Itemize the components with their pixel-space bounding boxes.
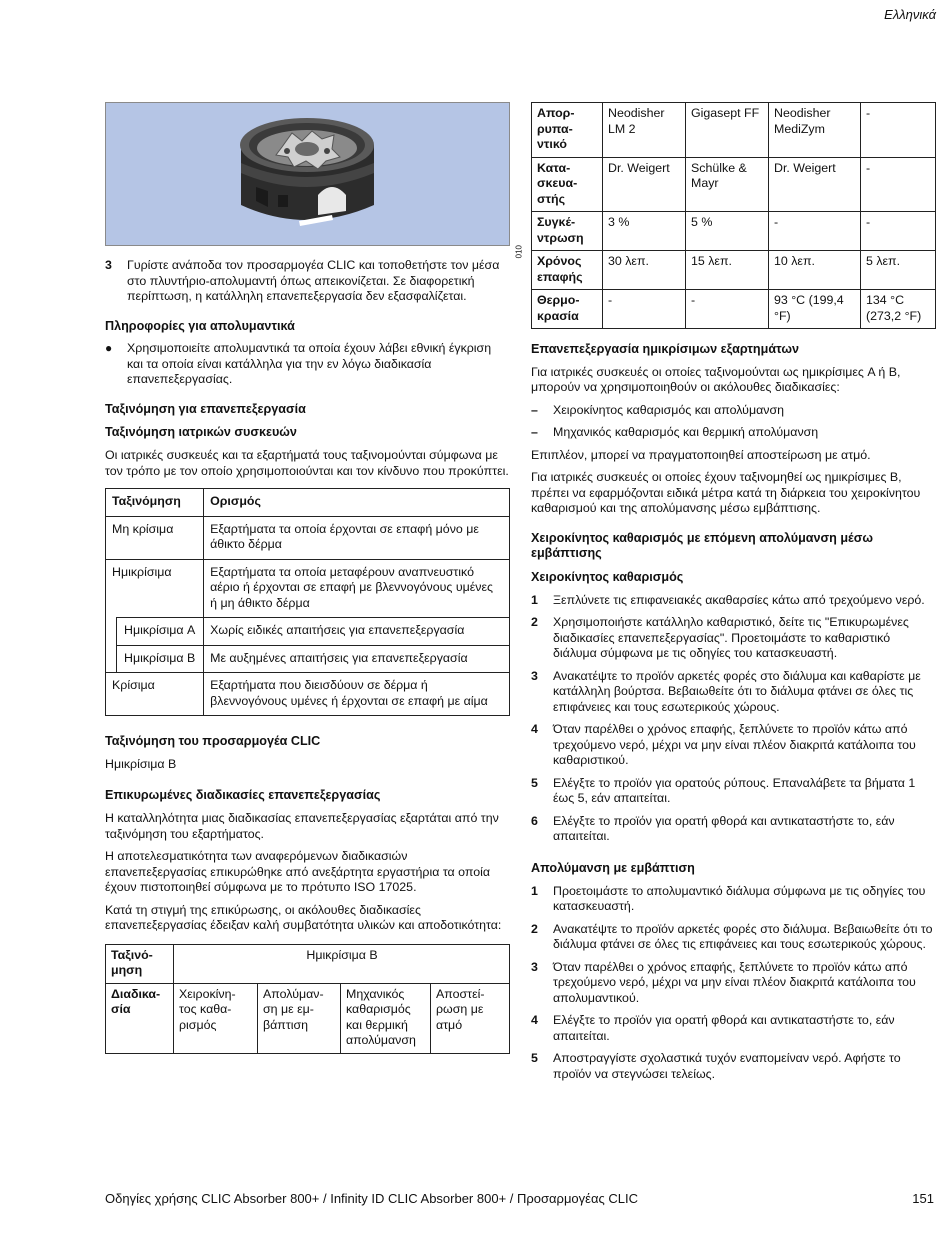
table-row — [532, 212, 936, 251]
manual-cleaning-heading: Χειροκίνητος καθαρισμός με επόμενη απολύμανση μέσω εμβάπτισης — [531, 530, 873, 561]
table-header-cell: Συγκέ-ντρωση — [532, 212, 603, 251]
table-header-cell: Ημικρίσιμα B — [174, 944, 510, 983]
immersion-heading: Απολύμανση με εμβάπτιση — [531, 860, 695, 875]
table-row — [106, 489, 510, 517]
table-row — [532, 103, 936, 158]
list-item: 2 Χρησιμοποιήστε κατάλληλο καθαριστικό, δείτε τις "Επικυρωμένες διαδικασίες επανεπεξεργασίας". Προετοιμάστε το καθαριστικό διάλυμα σύμφωνα με τις οδηγίες του κατασκευαστή. — [531, 615, 909, 661]
list-item: 3 Ανακατέψτε το προϊόν αρκετές φορές στο διάλυμα και καθαρίστε με κατάλληλη βούρτσα. Βεβαιωθείτε ότι το διάλυμα φτάνει σε όλες τις επιφάνειες και τους εσωτερικούς χώρους. — [531, 668, 921, 714]
table-header-cell: Κατα-σκευα-στής — [532, 157, 603, 212]
table-header-cell: Ταξινό-μηση — [106, 944, 174, 983]
semicritical-heading: Επανεπεξεργασία ημικρίσιμων εξαρτημάτων — [531, 342, 799, 356]
step-3 — [105, 258, 510, 305]
table-row — [106, 944, 510, 983]
procedures-table — [105, 944, 510, 1054]
table-cell: Ημικρίσιμα B — [117, 645, 204, 673]
immersion-steps-list — [531, 884, 936, 1083]
table-header-cell: Θερμο-κρασία — [532, 290, 603, 329]
table-cell: 15 λεπ. — [686, 251, 769, 290]
table-row — [532, 290, 936, 329]
table-cell: Μη κρίσιμα — [106, 516, 204, 559]
list-item: 1 Ξεπλύνετε τις επιφανειακές ακαθαρσίες κάτω από τρεχούμενο νερό. — [531, 592, 925, 607]
table-row — [532, 157, 936, 212]
dash-item: – Μηχανικός καθαρισμός και θερμική απολύμανση — [531, 425, 819, 440]
table-header-cell: Ταξινόμηση — [106, 489, 204, 517]
table-cell: 93 °C (199,4 °F) — [769, 290, 861, 329]
list-item: 5 Αποστραγγίστε σχολαστικά τυχόν εναπομείναν νερό. Αφήστε το προϊόν να στεγνώσει τελείως. — [531, 1051, 901, 1081]
table-row — [106, 516, 510, 559]
validated-paragraph: Η αποτελεσματικότητα των αναφερόμενων διαδικασιών επανεπεξεργασίας επικυρώθηκε από ανεξάρτητα εργαστήρια τα οποία έχουν πιστοποιηθεί σύμφωνα με το πρότυπο ISO 17025. — [105, 849, 491, 895]
right-column — [531, 102, 936, 1089]
language-label: Ελληνικά — [884, 7, 936, 22]
table-cell: Dr. Weigert — [769, 157, 861, 212]
validated-paragraph: Κατά τη στιγμή της επικύρωσης, οι ακόλουθες διαδικασίες επανεπεξεργασίας έδειξαν καλή συμβατότητα υλικών και αποδοτικότητα: — [105, 902, 502, 933]
table-cell: 5 λεπ. — [861, 251, 936, 290]
table-cell: - — [603, 290, 686, 329]
table-cell: Gigasept FF — [686, 103, 769, 158]
table-row — [106, 673, 510, 716]
list-item: 6 Ελέγξτε το προϊόν για ορατή φθορά και αντικαταστήστε το, εάν απαιτείται. — [531, 813, 895, 844]
table-cell: Schülke & Mayr — [686, 157, 769, 212]
med-devices-text: Οι ιατρικές συσκευές και τα εξαρτήματά τους ταξινομούνται σύμφωνα με τον τρόπο με τον οποίο χρησιμοποιούνται και τον κίνδυνο που προκύπτει. — [105, 448, 509, 478]
validated-paragraph: Η καταλληλότητα μιας διαδικασίας επανεπεξεργασίας εξαρτάται από την ταξινόμηση του εξαρτήματος. — [105, 811, 499, 841]
table-cell: Εξαρτήματα τα οποία μεταφέρουν αναπνευστικό αέριο ή έρχονται σε επαφή με βλεννογόνους υμένες ή μη άθικτο δέρμα — [204, 559, 510, 618]
list-item: 5 Ελέγξτε το προϊόν για ορατούς ρύπους. Επαναλάβετε τα βήματα 1 έως 5, εάν απαιτείται. — [531, 775, 916, 806]
table-cell: Διαδικα-σία — [106, 983, 174, 1053]
bullet-icon: ● — [105, 341, 113, 356]
table-header-cell: Απορ-ρυπα-ντικό — [532, 103, 603, 158]
clic-adapter-illustration — [106, 103, 509, 245]
footer-title: Οδηγίες χρήσης CLIC Absorber 800+ / Infinity ID CLIC Absorber 800+ / Προσαρμογέας CLIC — [105, 1191, 638, 1206]
table-cell: Ημικρίσιμα A — [117, 618, 204, 646]
classification-table — [105, 488, 510, 716]
manual-cleaning-subheading: Χειροκίνητος καθαρισμός — [531, 570, 684, 585]
table-row — [532, 251, 936, 290]
table-cell: - — [861, 157, 936, 212]
list-item: 2 Ανακατέψτε το προϊόν αρκετές φορές στο διάλυμα. Βεβαιωθείτε ότι το διάλυμα φτάνει σε όλες τις επιφάνειες και τους εσωτερικούς χώρους. — [531, 921, 933, 952]
clic-classification-heading: Ταξινόμηση του προσαρμογέα CLIC — [105, 734, 321, 749]
table-cell: 30 λεπ. — [603, 251, 686, 290]
table-cell: Με αυξημένες απαιτήσεις για επανεπεξεργασία — [204, 645, 510, 673]
table-row — [106, 559, 510, 618]
dash-item: – Χειροκίνητος καθαρισμός και απολύμανση — [531, 402, 784, 417]
list-item: 1 Προετοιμάστε το απολυμαντικό διάλυμα σύμφωνα με τις οδηγίες του κατασκευαστή. — [531, 883, 926, 914]
table-cell: - — [769, 212, 861, 251]
semicritical-paragraph: Για ιατρικές συσκευές οι οποίες ταξινομούνται ως ημικρίσιμες A ή B, μπορούν να χρησιμοποιηθούν οι ακόλουθες διαδικασίες: — [531, 364, 901, 395]
table-cell: Κρίσιμα — [106, 673, 204, 716]
table-cell: Εξαρτήματα που διεισδύουν σε δέρμα ή βλεννογόνους υμένες ή έρχονται σε επαφή με αίμα — [204, 673, 510, 716]
clic-classification-value: Ημικρίσιμα B — [105, 756, 177, 771]
table-cell: - — [861, 103, 936, 158]
table-cell: Ημικρίσιμα — [106, 559, 204, 618]
table-cell: 10 λεπ. — [769, 251, 861, 290]
semicritical-paragraph: Για ιατρικές συσκευές οι οποίες έχουν ταξινομηθεί ως ημικρίσιμες B, πρέπει να εφαρμόζονται ειδικά μέτρα κατά τη διάρκεια του χειροκίνητου καθαρισμού και της απολύμανσης μέσω εμβάπτισης. — [531, 470, 921, 516]
list-item: 4 Όταν παρέλθει ο χρόνος επαφής, ξεπλύνετε το προϊόν κάτω από τρεχούμενο νερό, μέχρι να μην είναι πλέον διακριτά κατάλοιπα του καθαριστικού. — [531, 722, 916, 768]
table-cell: 5 % — [686, 212, 769, 251]
table-header-cell: Χρόνος επαφής — [532, 251, 603, 290]
table-row — [106, 645, 510, 673]
manual-steps-list — [531, 593, 936, 845]
classification-heading: Ταξινόμηση για επανεπεξεργασία — [105, 401, 306, 416]
semicritical-paragraph: Επιπλέον, μπορεί να πραγματοποιηθεί αποστείρωση με ατμό. — [531, 447, 871, 462]
table-cell: Dr. Weigert — [603, 157, 686, 212]
agents-table — [531, 102, 936, 329]
table-cell: Neodisher LM 2 — [603, 103, 686, 158]
validated-procedures-heading: Επικυρωμένες διαδικασίες επανεπεξεργασίας — [105, 788, 381, 803]
table-cell: Απολύμαν-ση με εμ-βάπτιση — [258, 983, 341, 1053]
list-item: 4 Ελέγξτε το προϊόν για ορατή φθορά και αντικαταστήστε το, εάν απαιτείται. — [531, 1013, 895, 1043]
page-number: 151 — [912, 1191, 934, 1206]
left-column — [105, 102, 523, 1054]
table-row — [106, 983, 510, 1053]
figure-code: 010 — [514, 245, 523, 259]
table-cell: Εξαρτήματα τα οποία έρχονται σε επαφή μόνο με άθικτο δέρμα — [204, 516, 510, 559]
table-cell: 3 % — [603, 212, 686, 251]
table-cell: Αποστεί-ρωση με ατμό — [431, 983, 510, 1053]
list-item: 3 Όταν παρέλθει ο χρόνος επαφής, ξεπλύνετε το προϊόν κάτω από τρεχούμενο νερό, μέχρι να μην είναι πλέον διακριτά κατάλοιπα του απολυμαντικού. — [531, 959, 916, 1005]
table-cell: - — [686, 290, 769, 329]
table-cell: Μηχανικός καθαρισμός και θερμική απολύμανση — [341, 983, 431, 1053]
table-cell: Χειροκίνη-τος καθα-ρισμός — [174, 983, 258, 1053]
table-cell: - — [861, 212, 936, 251]
table-header-cell: Ορισμός — [204, 489, 510, 517]
disinfectant-bullet: ● Χρησιμοποιείτε απολυμαντικά τα οποία έχουν λάβει εθνική έγκριση και τα οποία είναι κατάλληλα για την εν λόγω διαδικασία επανεπεξεργασίας. — [105, 341, 492, 387]
step-number: 3 — [105, 258, 112, 272]
disinfectant-heading: Πληροφορίες για απολυμαντικά — [105, 318, 295, 333]
table-row — [106, 618, 510, 646]
med-devices-heading: Ταξινόμηση ιατρικών συσκευών — [105, 425, 297, 440]
table-cell: Χωρίς ειδικές απαιτήσεις για επανεπεξεργασία — [204, 618, 510, 646]
table-cell: 134 °C (273,2 °F) — [861, 290, 936, 329]
table-cell: Neodisher MediZym — [769, 103, 861, 158]
step-text: Γυρίστε ανάποδα τον προσαρμογέα CLIC και τοποθετήστε τον μέσα στο πλυντήριο-απολυμαντή όπως απεικονίζεται. Σε διαφορετική περίπτωση, η κατάλληλη επανεπεξεργασία δεν εξασφαλίζεται. — [127, 258, 500, 303]
clic-adapter-figure — [105, 102, 523, 259]
